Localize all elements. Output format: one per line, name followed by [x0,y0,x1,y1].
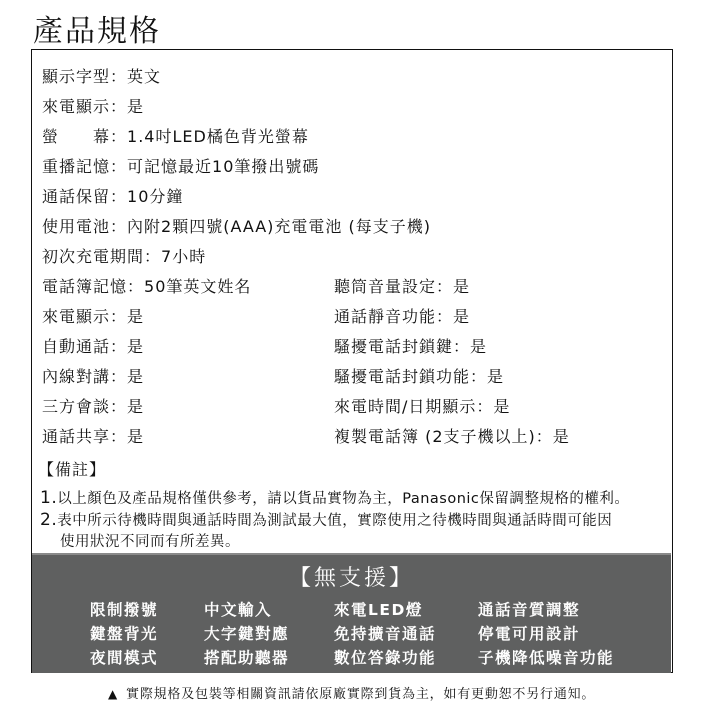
spec-value: 英文 [127,67,162,86]
spec-label: 來電顯示 [42,97,111,116]
spec-row-left: 電話簿記憶：50筆英文姓名 [42,277,252,296]
spec-row-right: 通話靜音功能：是 [334,307,471,326]
spec-box [31,49,673,673]
note-item: 1.以上顏色及產品規格僅供參考，請以貨品實物為主，Panasonic保留調整規格的權利。 [40,488,630,508]
unsupported-title: 【無支援】 [288,566,414,591]
spec-label: 螢 幕 [42,127,111,146]
spec-row: 顯示字型：英文 [42,67,162,86]
notes-title: 【備註】 [38,460,107,479]
spec-row-left: 內線對講：是 [42,367,145,386]
spec-row-left: 三方會談：是 [42,397,145,416]
spec-row-right: 複製電話簿 (2支子機以上)：是 [334,427,570,446]
unsupported-item: 來電LED燈 [334,601,423,619]
spec-row-left: 自動通話：是 [42,337,145,356]
spec-label: 顯示字型 [42,67,111,86]
unsupported-panel [32,553,671,673]
footer-notice [108,683,595,702]
spec-row-right: 騷擾電話封鎖功能：是 [334,367,505,386]
footer-text: 實際規格及包裝等相關資訊請依原廠實際到貨為主，如有更動恕不另行通知。 [126,687,596,702]
spec-row-left: 通話共享：是 [42,427,145,446]
unsupported-item: 數位答錄功能 [334,649,437,667]
page-title: 產品規格 [33,14,161,49]
spec-label: 通話保留 [42,187,111,206]
spec-label: 初次充電期間 [42,247,145,266]
unsupported-item: 子機降低噪音功能 [478,649,615,667]
spec-value: 內附2顆四號(AAA)充電電池 (每支子機) [127,217,431,236]
unsupported-item: 搭配助聽器 [204,649,290,667]
spec-value: 7小時 [161,247,207,266]
spec-row: 來電顯示：是 [42,97,145,116]
note-item: 2.表中所示待機時間與通話時間為測試最大值，實際使用之待機時間與通話時間可能因 [40,510,613,530]
triangle-icon: ▲ [108,687,119,701]
unsupported-item: 夜間模式 [90,649,159,667]
spec-label: 使用電池 [42,217,111,236]
spec-value: 1.4吋LED橘色背光螢幕 [127,127,309,146]
spec-label: 重播記憶 [42,157,111,176]
spec-row-left: 來電顯示：是 [42,307,145,326]
spec-row-right: 聽筒音量設定：是 [334,277,471,296]
unsupported-item: 限制撥號 [90,601,159,619]
spec-row-right: 騷擾電話封鎖鍵：是 [334,337,488,356]
unsupported-item: 大字鍵對應 [204,625,290,643]
spec-row: 重播記憶：可記憶最近10筆撥出號碼 [42,157,320,176]
spec-value: 可記憶最近10筆撥出號碼 [127,157,320,176]
spec-row-right: 來電時間/日期顯示：是 [334,397,511,416]
unsupported-item: 鍵盤背光 [90,625,159,643]
unsupported-item: 免持擴音通話 [334,625,437,643]
note-item-continuation: 使用狀況不同而有所差異。 [60,534,240,550]
spec-row: 初次充電期間：7小時 [42,247,207,266]
unsupported-item: 通話音質調整 [478,601,581,619]
spec-value: 是 [127,97,145,116]
spec-row: 螢 幕：1.4吋LED橘色背光螢幕 [42,127,309,146]
unsupported-item: 中文輸入 [204,601,273,619]
unsupported-item: 停電可用設計 [478,625,581,643]
spec-row: 使用電池：內附2顆四號(AAA)充電電池 (每支子機) [42,217,431,236]
spec-row: 通話保留：10分鐘 [42,187,184,206]
spec-value: 10分鐘 [127,187,184,206]
